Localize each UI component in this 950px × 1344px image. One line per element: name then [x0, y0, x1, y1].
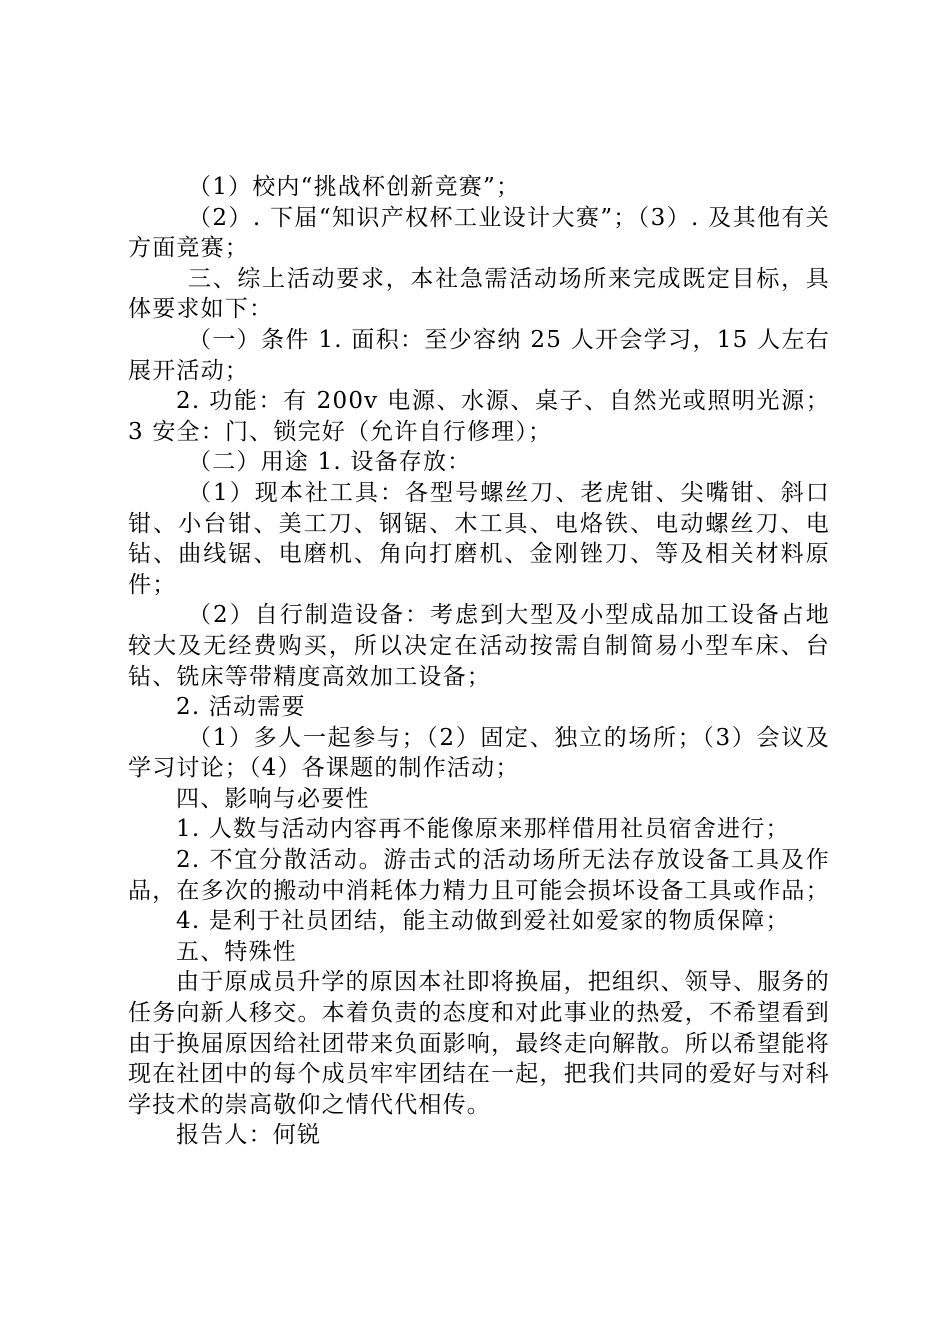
paragraph-1: （1）校内“挑战杯创新竞赛”； — [188, 174, 521, 200]
paragraph-14: 4. 是利于社员团结，能主动做到爱社如爱家的物质保障； — [176, 908, 790, 935]
paragraph-2: （2）. 下届“知识产权杯工业设计大赛”；（3）. 及其他有关方面竞赛； — [128, 204, 830, 262]
signature-line: 报告人：何锐 — [176, 1122, 322, 1149]
paragraph-3: 三、综上活动要求，本社急需活动场所来完成既定目标，具体要求如下： — [128, 265, 830, 323]
paragraph-5: 2. 功能：有 200v 电源、水源、桌子、自然光或照明光源；3 安全：门、锁完好（允许自行修理）； — [128, 388, 830, 445]
paragraph-11: 四、影响与必要性 — [176, 785, 370, 812]
paragraph-10: （1）多人一起参与；（2）固定、独立的场所；（3）会议及学习讨论；（4）各课题的制作活动； — [128, 724, 830, 782]
document-body — [128, 172, 830, 1151]
paragraph-8: （2）自行制造设备：考虑到大型及小型成品加工设备占地较大及无经费购买，所以决定在活动按需自制简易小型车床、台钻、铣床等带精度高效加工设备； — [128, 602, 830, 690]
paragraph-12: 1. 人数与活动内容再不能像原来那样借用社员宿舍进行； — [176, 816, 790, 843]
paragraph-13: 2. 不宜分散活动。游击式的活动场所无法存放设备工具及作品，在多次的搬动中消耗体力精力且可能会损坏设备工具或作品； — [128, 847, 830, 904]
paragraph-15: 五、特殊性 — [176, 938, 297, 965]
paragraph-9: 2. 活动需要 — [176, 694, 306, 721]
paragraph-6: （二）用途 1. 设备存放： — [188, 449, 472, 476]
paragraph-4: （一）条件 1. 面积：至少容纳 25 人开会学习，15 人左右展开活动； — [128, 326, 830, 384]
paragraph-7: （1）现本社工具：各型号螺丝刀、老虎钳、尖嘴钳、斜口钳、小台钳、美工刀、钢锯、木工具、电烙铁、电动螺丝刀、电钻、曲线锯、电磨机、角向打磨机、金刚锉刀、等及相关材料原件； — [128, 479, 830, 598]
paragraph-16: 由于原成员升学的原因本社即将换届，把组织、领导、服务的任务向新人移交。本着负责的态度和对此事业的热爱，不希望看到由于换届原因给社团带来负面影响，最终走向解散。所以希望能将现在社团中的每个成员牢牢团结在一起，把我们共同的爱好与对科学技术的崇高敬仰之情代代相传。 — [128, 969, 830, 1118]
